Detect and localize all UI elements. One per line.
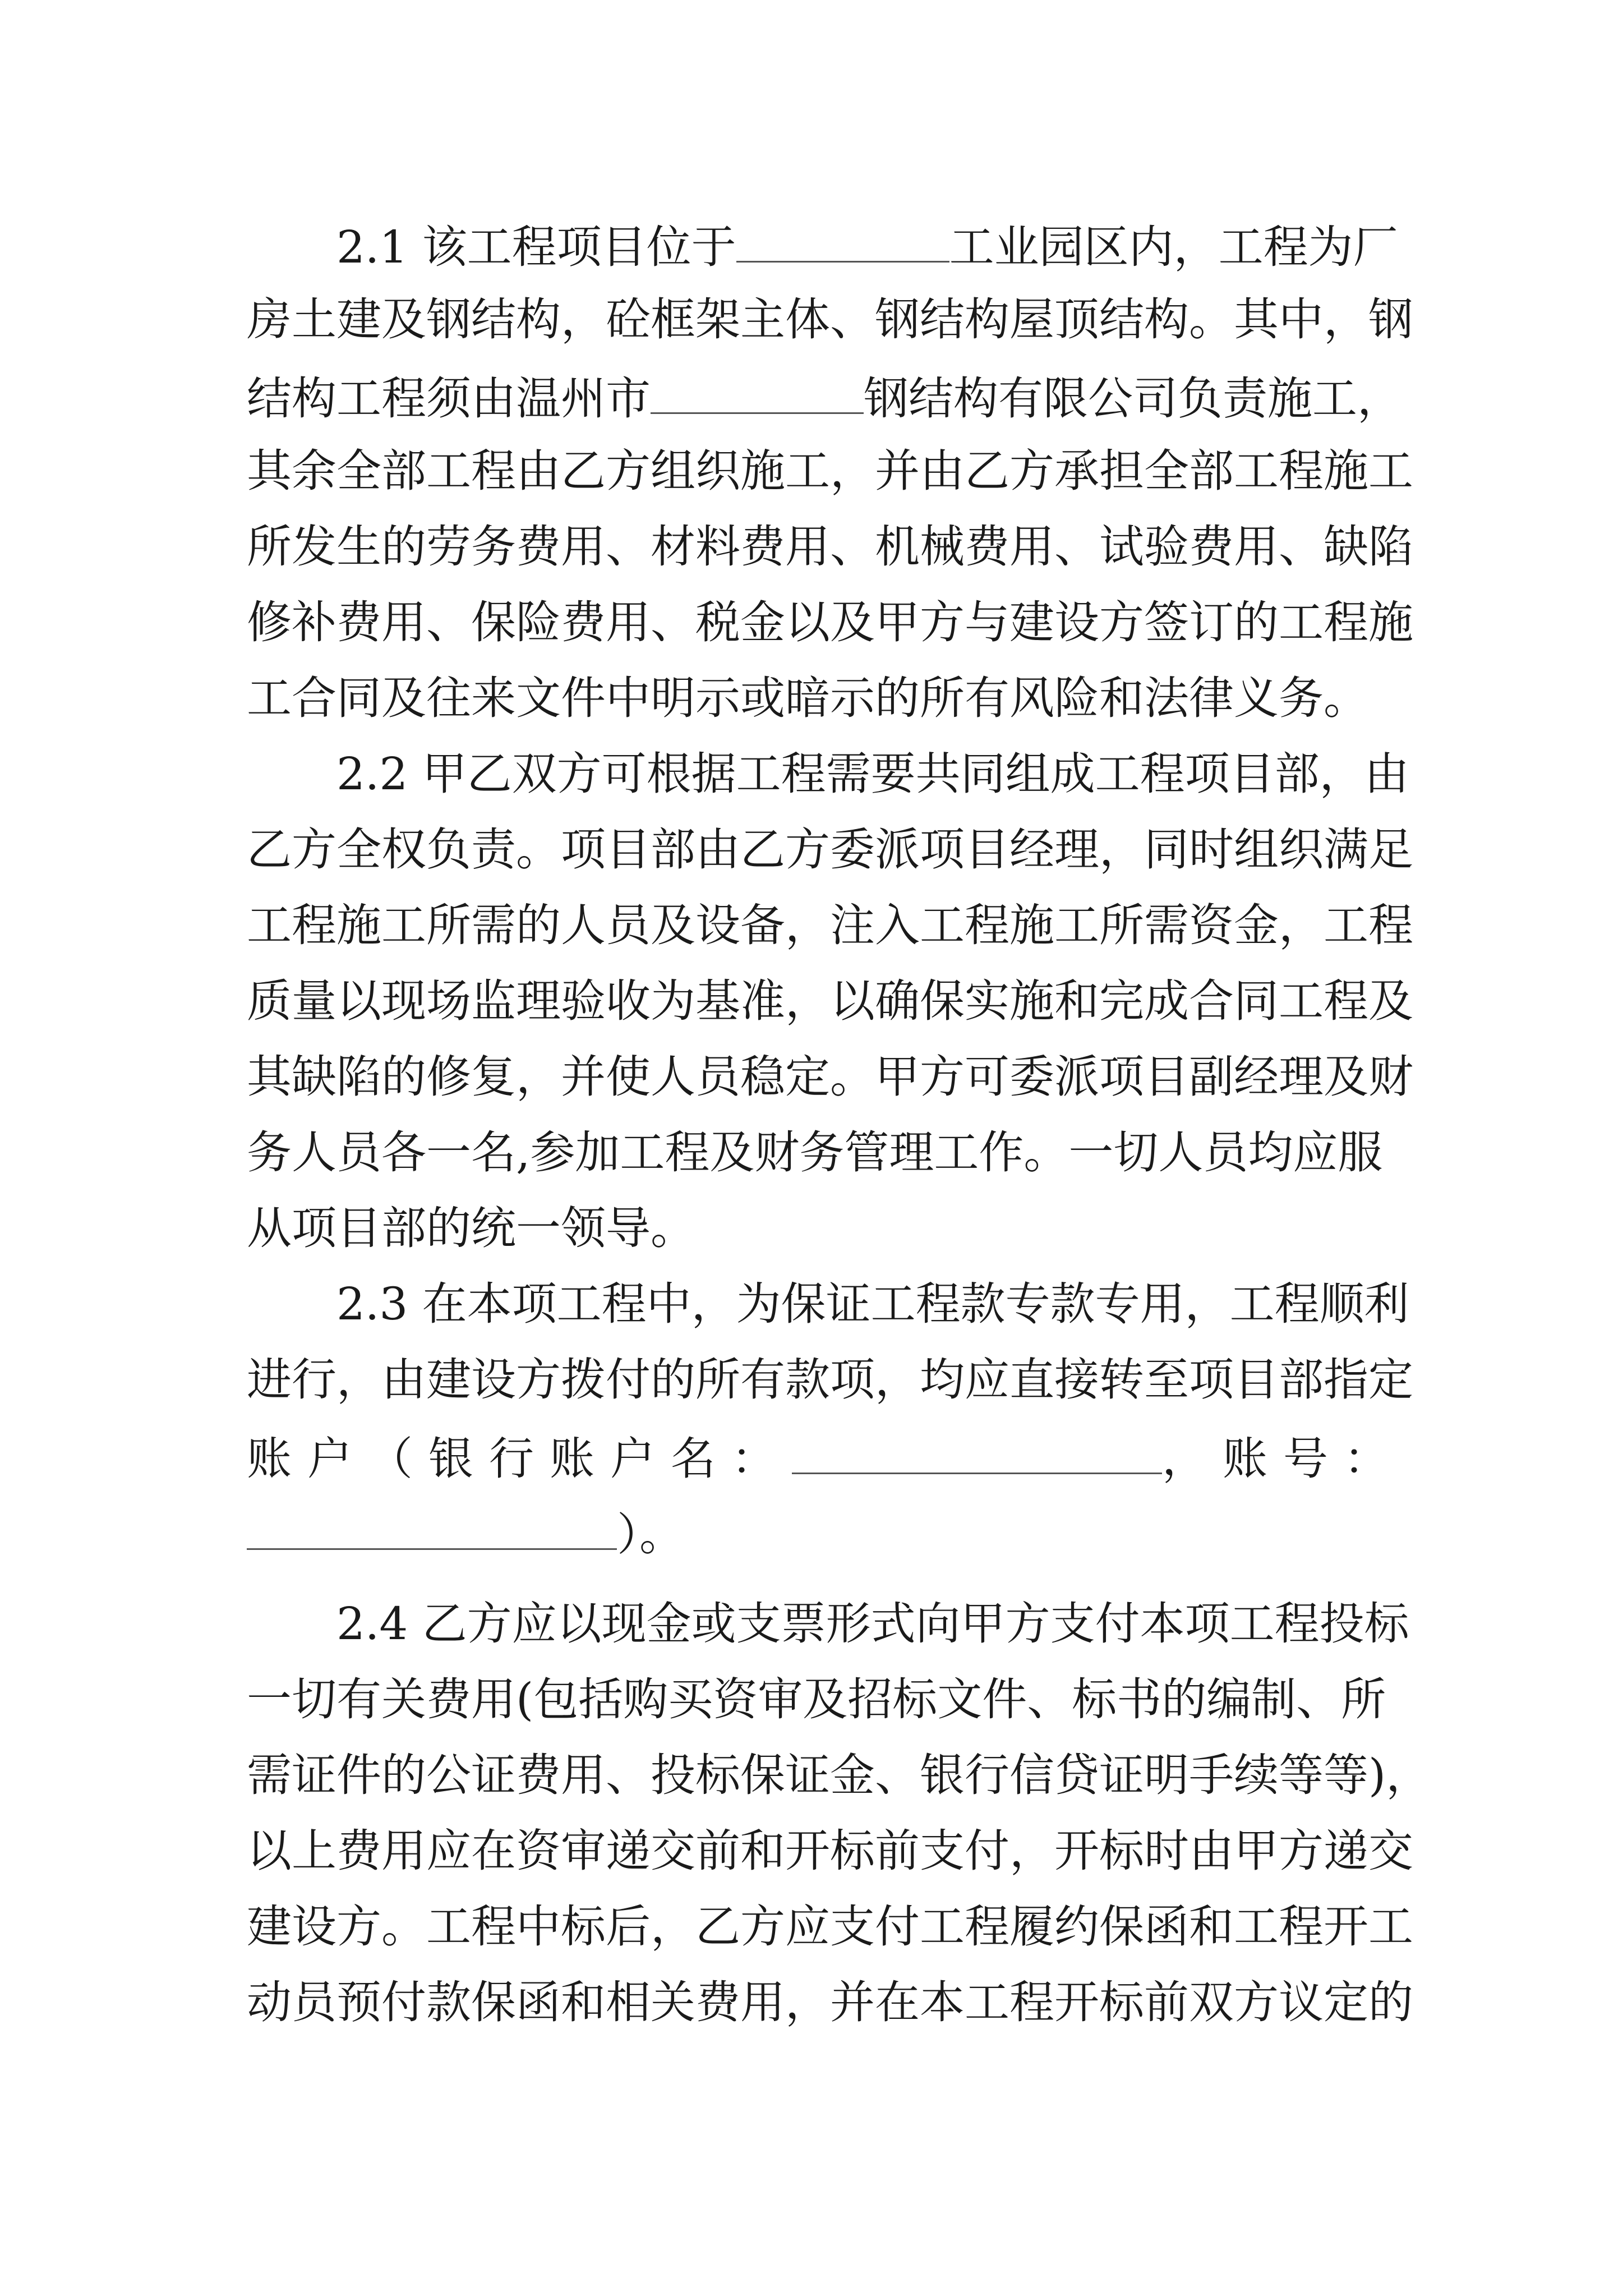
- paragraph-2-4-line-4: 以上费用应在资审递交前和开标前支付，开标时由甲方递交: [247, 1825, 1413, 1877]
- paragraph-2-3-line-3: [247, 1433, 1404, 1485]
- text: 该工程项目位于: [422, 221, 736, 273]
- paragraph-2-2-line-5: 其缺陷的修复，并使人员稳定。甲方可委派项目副经理及财: [247, 1051, 1413, 1103]
- paragraph-2-1-line-1: [336, 221, 1475, 273]
- paragraph-2-3-line-2: 进行，由建设方拨付的所有款项，均应直接转至项目部指定: [247, 1354, 1413, 1406]
- paragraph-2-2-line-6: 务人员各一名,参加工程及财务管理工作。一切人员均应服: [247, 1126, 1383, 1179]
- text: 在本项工程中，为保证工程款专款专用，工程顺利: [422, 1278, 1409, 1330]
- paragraph-2-4-line-3: 需证件的公证费用、投标保证金、银行信贷证明手续等等)，: [247, 1749, 1431, 1801]
- fill-blank-company: [651, 373, 864, 414]
- paragraph-2-3-line-1: [336, 1278, 1475, 1330]
- paragraph-2-2-line-2: 乙方全权负责。项目部由乙方委派项目经理，同时组织满足: [247, 823, 1413, 876]
- text: ）。: [617, 1508, 684, 1561]
- paragraph-2-4-line-6: 动员预付款保函和相关费用，并在本工程开标前双方议定的: [247, 1976, 1413, 2028]
- text: 乙方应以现金或支票形式向甲方支付本项工程投标: [422, 1598, 1409, 1650]
- clause-number: 2.1: [336, 221, 408, 273]
- clause-number: 2.3: [336, 1278, 408, 1330]
- paragraph-2-2-line-1: [336, 748, 1475, 800]
- paragraph-2-3-line-4: [247, 1508, 1385, 1561]
- fill-blank-account-name: [792, 1433, 1162, 1474]
- paragraph-2-2-line-4: 质量以现场监理验收为基准，以确保实施和完成合同工程及: [247, 975, 1413, 1027]
- paragraph-2-1-line-7: 工合同及往来文件中明示或暗示的所有风险和法律义务。: [247, 672, 1368, 724]
- clause-number: 2.4: [336, 1598, 408, 1650]
- text: 甲乙双方可根据工程需要共同组成工程项目部，由: [422, 748, 1409, 800]
- paragraph-2-1-line-6: 修补费用、保险费用、税金以及甲方与建设方签订的工程施: [247, 596, 1413, 648]
- paragraph-2-1-line-3: [247, 372, 1402, 425]
- paragraph-2-1-line-2: 房土建及钢结构，砼框架主体、钢结构屋顶结构。其中，钢: [247, 293, 1413, 346]
- paragraph-2-1-line-4: 其余全部工程由乙方组织施工，并由乙方承担全部工程施工: [247, 445, 1413, 497]
- paragraph-2-4-line-5: 建设方。工程中标后，乙方应支付工程履约保函和工程开工: [247, 1901, 1413, 1953]
- paragraph-2-1-line-5: 所发生的劳务费用、材料费用、机械费用、试验费用、缺陷: [247, 521, 1413, 573]
- paragraph-2-2-line-3: 工程施工所需的人员及设备，注入工程施工所需资金，工程: [247, 899, 1413, 951]
- fill-blank-account-number: [247, 1509, 617, 1550]
- paragraph-2-4-line-2: 一切有关费用(包括购买资审及招标文件、标书的编制、所: [247, 1673, 1386, 1726]
- text: 钢结构有限公司负责施工，: [864, 372, 1402, 425]
- text: 账户（银行账户名：: [247, 1433, 792, 1485]
- text: 结构工程须由温州市: [247, 372, 651, 425]
- fill-blank-location: [736, 222, 949, 263]
- clause-number: 2.2: [336, 748, 408, 800]
- text: 工业园区内，工程为厂: [949, 221, 1398, 273]
- paragraph-2-4-line-1: [336, 1598, 1475, 1650]
- text: ，账号：: [1162, 1433, 1404, 1485]
- paragraph-2-2-line-7: 从项目部的统一领导。: [247, 1202, 695, 1254]
